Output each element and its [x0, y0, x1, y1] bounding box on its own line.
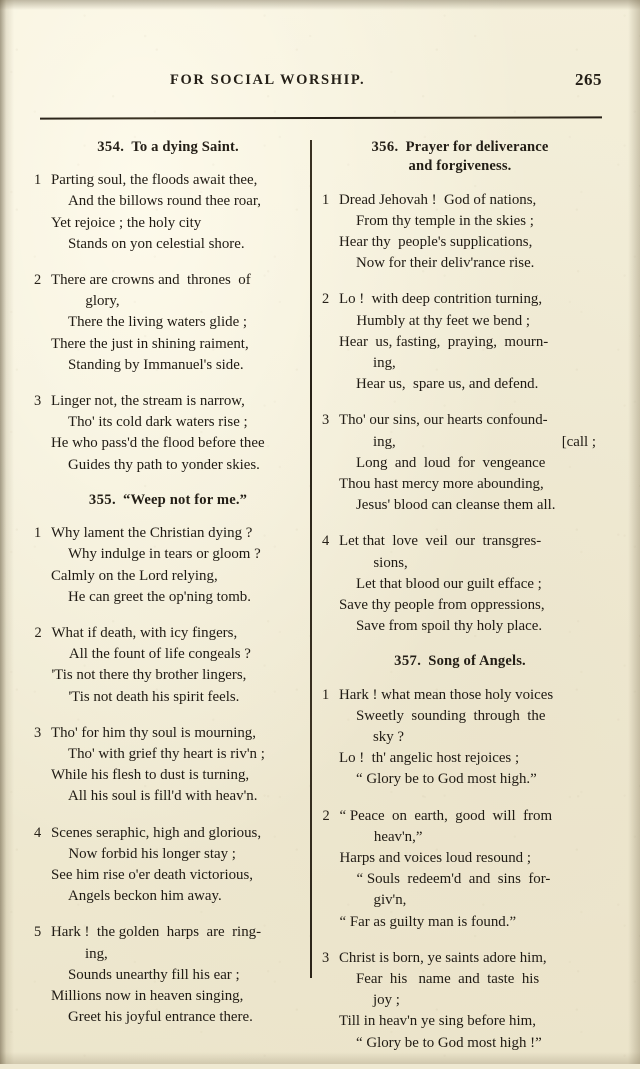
hymn-title: “Weep not for me.” — [123, 491, 248, 508]
verse-number: 2 — [34, 624, 42, 641]
hymn-title: Song of Angels. — [428, 653, 526, 670]
verse-number: 4 — [322, 533, 330, 550]
verse-line: Hear thy people's supplications, — [339, 233, 533, 250]
verse-line: What if death, with icy fingers, — [51, 624, 238, 641]
hymn-verse — [322, 685, 598, 791]
verse-line: “ Glory be to God most high !” — [356, 1034, 542, 1051]
verse-line: Till in heav'n ye sing before him, — [339, 1013, 536, 1030]
hymn-verse — [34, 391, 302, 476]
verse-line: Harps and voices loud resound ; — [339, 850, 531, 867]
verse-line: Lo ! th' angelic host rejoices ; — [339, 750, 520, 767]
page-number: 265 — [575, 70, 602, 89]
hymn-verse — [34, 922, 302, 1028]
hymn-verse — [34, 170, 302, 255]
verse-line: Dread Jehovah ! God of nations, — [339, 191, 537, 208]
verse-number: 5 — [34, 924, 42, 941]
verse-line: From thy temple in the skies ; — [356, 212, 534, 229]
verse-line: See him rise o'er death victorious, — [51, 866, 253, 883]
hymn-verse — [34, 723, 302, 808]
verse-line: joy ; — [373, 992, 400, 1009]
verse-line: Linger not, the stream is narrow, — [51, 393, 245, 410]
verse-line: Guides thy path to yonder skies. — [68, 456, 260, 473]
header-rule — [40, 116, 602, 119]
hymn-heading — [34, 491, 302, 510]
hymn-number: 354. — [97, 139, 125, 155]
running-head-title: FOR SOCIAL WORSHIP. — [170, 72, 366, 88]
hymn-verse — [322, 948, 598, 1054]
column-divider-rule — [310, 140, 312, 978]
page-edge-shadow-right — [628, 0, 640, 1064]
verse-line: Lo ! with deep contrition turning, — [339, 291, 543, 308]
hymn-verse — [34, 270, 302, 376]
verse-line: glory, — [85, 293, 120, 310]
verse-line: Now forbid his longer stay ; — [68, 845, 236, 862]
verse-number: 3 — [34, 724, 42, 741]
verse-line: He who pass'd the flood before thee — [51, 435, 265, 452]
verse-line: There the just in shining raiment, — [51, 335, 249, 352]
verse-number: 4 — [34, 824, 42, 841]
verse-line — [339, 432, 598, 453]
hymn-title: Prayer for deliverance — [405, 139, 549, 155]
verse-number: 1 — [34, 172, 42, 189]
page-edge-shadow-left — [0, 0, 14, 1064]
verse-line: sky ? — [373, 729, 405, 746]
running-head — [40, 72, 602, 94]
hymn-heading — [322, 138, 598, 177]
verse-line: 'Tis not there thy brother lingers, — [51, 667, 247, 684]
verse-line: Jesus' blood can cleanse them all. — [356, 497, 556, 514]
verse-line: Fear his name and taste his — [356, 971, 540, 988]
hymn-verse — [35, 623, 303, 708]
verse-line: Thou hast mercy more abounding, — [339, 475, 544, 492]
hymn-verse — [322, 190, 598, 275]
hymn-verse — [34, 823, 302, 908]
verse-number: 3 — [34, 393, 42, 410]
verse-line-text: ing, — [373, 433, 396, 450]
hymn-block — [34, 491, 302, 1029]
verse-line: Tho' with grief thy heart is riv'n ; — [68, 745, 265, 762]
hymn-number: 355. — [88, 491, 117, 508]
verse-line: Parting soul, the floods await thee, — [51, 172, 258, 189]
verse-line: Greet his joyful entrance there. — [68, 1009, 253, 1026]
hymn-heading — [34, 138, 302, 157]
text-column-right — [322, 138, 598, 1069]
text-column-left — [34, 138, 302, 1043]
verse-line: Let that blood our guilt efface ; — [356, 575, 542, 592]
verse-number: 1 — [322, 686, 330, 703]
verse-line: Humbly at thy feet we bend ; — [356, 312, 531, 329]
verse-line: Millions now in heaven singing, — [51, 988, 244, 1004]
verse-line: “ Far as guilty man is found.” — [339, 913, 517, 930]
hymn-verse — [323, 806, 599, 933]
verse-line: And the billows round thee roar, — [68, 193, 261, 210]
hymn-title: To a dying Saint. — [131, 139, 239, 155]
verse-line: While his flesh to dust is turning, — [51, 767, 250, 784]
hymn-verse — [322, 410, 598, 516]
verse-line: Scenes seraphic, high and glorious, — [51, 824, 262, 841]
verse-number: 2 — [34, 272, 42, 289]
verse-line: There are crowns and thrones of — [51, 272, 251, 289]
hymn-number: 356. — [371, 139, 399, 155]
hymn-verse — [34, 523, 302, 608]
verse-number: 2 — [322, 291, 330, 308]
verse-line: Tho' its cold dark waters rise ; — [68, 414, 248, 431]
verse-line: Standing by Immanuel's side. — [68, 356, 244, 373]
verse-line: Hark ! the golden harps are ring- — [51, 924, 262, 941]
verse-line: All the fount of life congeals ? — [68, 646, 251, 663]
verse-line: sions, — [373, 554, 408, 571]
verse-line: Tho' our sins, our hearts confound- — [339, 412, 548, 429]
verse-line: Tho' for him thy soul is mourning, — [51, 724, 256, 741]
verse-number: 1 — [34, 525, 42, 542]
verse-line: Hark ! what mean those holy voices — [339, 686, 554, 703]
verse-line: Why indulge in tears or gloom ? — [68, 546, 261, 563]
verse-line: ing, — [373, 354, 396, 371]
hymn-block — [34, 138, 302, 476]
verse-line: Now for their deliv'rance rise. — [356, 255, 535, 272]
hymn-title-line2: and forgiveness. — [408, 158, 512, 175]
verse-line: Calmly on the Lord relying, — [51, 567, 218, 584]
verse-line: Save from spoil thy holy place. — [356, 618, 543, 635]
verse-line: “ Glory be to God most high.” — [356, 771, 537, 788]
hymn-verse — [322, 531, 598, 637]
verse-line: heav'n,” — [373, 828, 423, 845]
hymn-block — [322, 138, 598, 637]
verse-line: “ Souls redeem'd and sins for- — [356, 871, 551, 888]
verse-line: Save thy people from oppressions, — [339, 596, 545, 613]
verse-line: Let that love veil our transgres- — [339, 533, 542, 550]
verse-number: 3 — [322, 949, 330, 966]
verse-line: Christ is born, ye saints adore him, — [339, 949, 547, 966]
hymn-number: 357. — [394, 653, 422, 670]
verse-line: 'Tis not death his spirit feels. — [68, 688, 240, 705]
hymn-heading — [322, 652, 598, 671]
catchword-bracket: [call ; — [561, 433, 596, 450]
verse-line: “ Peace on earth, good will from — [339, 807, 553, 824]
verse-line: All his soul is fill'd with heav'n. — [68, 788, 258, 805]
verse-line: ing, — [85, 945, 108, 962]
hymn-verse — [322, 289, 598, 395]
verse-line: Angels beckon him away. — [68, 888, 222, 905]
verse-line: Hear us, fasting, praying, mourn- — [339, 333, 549, 350]
verse-number: 2 — [322, 807, 330, 824]
verse-line: Long and loud for vengeance — [356, 454, 546, 471]
verse-line: Why lament the Christian dying ? — [51, 525, 253, 542]
verse-line: He can greet the op'ning tomb. — [68, 588, 251, 605]
verse-line: Hear us, spare us, and defend. — [356, 376, 539, 393]
verse-line: Yet rejoice ; the holy city — [51, 214, 202, 231]
verse-number: 1 — [322, 191, 330, 208]
page-edge-shadow-top — [0, 0, 640, 10]
verse-line: giv'n, — [373, 892, 407, 909]
verse-line: Sweetly sounding through the — [356, 707, 546, 724]
verse-line: Stands on yon celestial shore. — [68, 235, 245, 252]
verse-line: Sounds unearthy fill his ear ; — [68, 966, 240, 983]
hymn-block — [322, 652, 598, 1054]
verse-line: There the living waters glide ; — [68, 314, 248, 331]
verse-number: 3 — [322, 412, 330, 429]
